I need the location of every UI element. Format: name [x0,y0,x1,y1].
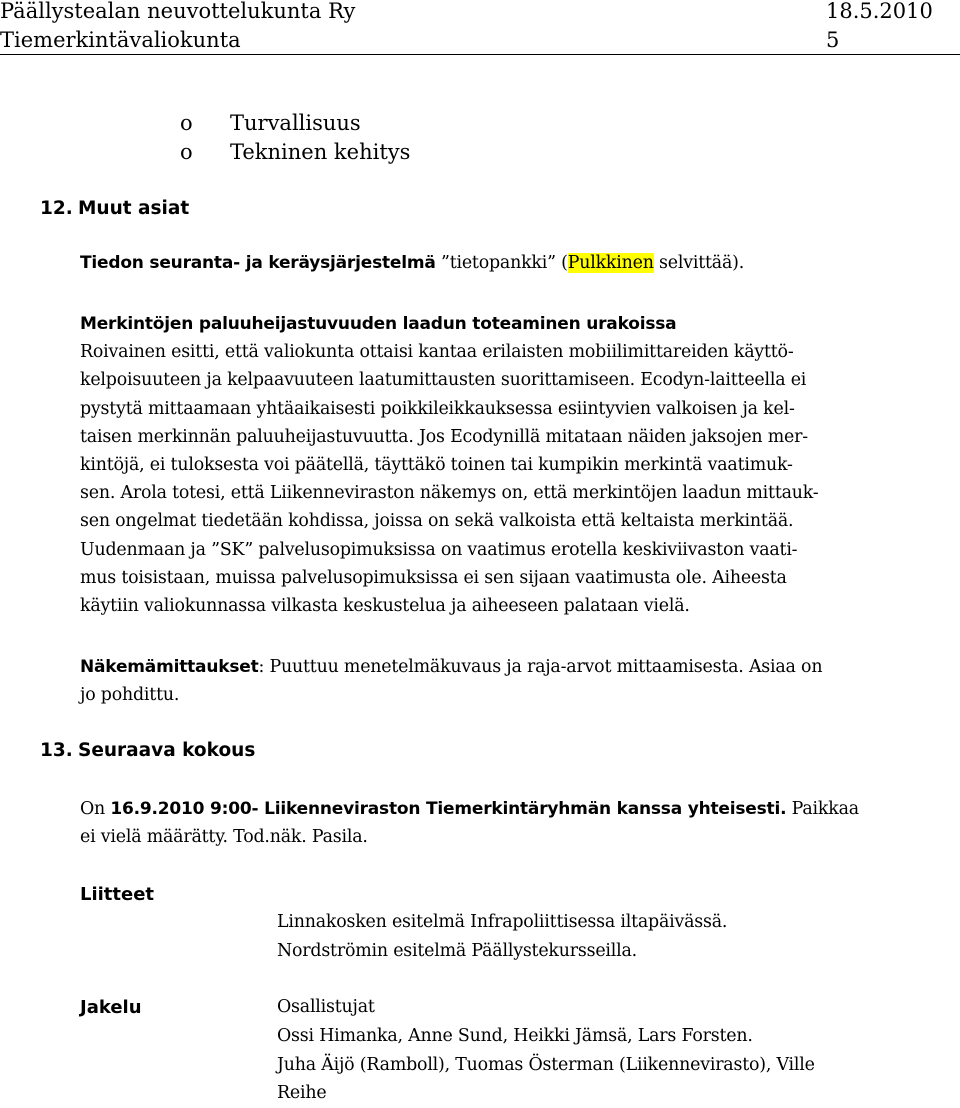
section-number: 13. [40,740,73,761]
text-line: Roivainen esitti, että valiokunta ottaisi kantaa erilaisten mobiilimittareiden käyttö- [80,342,794,363]
attachment-item: Linnakosken esitelmä Infrapoliittisessa iltapäivässä. [277,912,728,932]
bullet-text: Tekninen kehitys [230,140,411,164]
text-run: On [80,799,111,819]
distribution-line: Ossi Himanka, Anne Sund, Heikki Jämsä, Lars Forsten. [277,1026,753,1046]
bold-phrase: Tiedon seuranta- ja keräysjärjestelmä [80,253,436,273]
section-12-heading [40,197,189,221]
paragraph-next-meeting [80,795,950,851]
text-line: taisen merkinnän paluuheijastuvuutta. Jos Ecodynillä mitataan näiden jaksojen mer- [80,426,808,447]
text-run: Paikkaa [786,799,859,819]
bullet-marker: o [180,111,193,135]
header-committee: Tiemerkintävaliokunta [0,28,241,52]
paragraph-tietopankki [80,249,950,277]
text-line: käytiin valiokunnassa vilkasta keskustelua ja aiheeseen palataan vielä. [80,595,690,616]
section-title: Muut asiat [78,198,190,219]
section-number: 12. [40,198,73,219]
text-line: sen. Arola totesi, että Liikenneviraston näkemys on, että merkintöjen laadun mittauk- [80,483,819,504]
distribution-line: Reihe [277,1083,327,1103]
text-line: kelpoisuuteen ja kelpaavuuteen laatumittausten suorittamiseen. Ecodyn-laitteella ei [80,370,807,391]
bullet-item [180,140,410,164]
text-line: mus toisistaan, muissa palvelusopimuksissa ei sen sijaan vaatimusta ole. Aiheesta [80,567,787,588]
text-line: sen ongelmat tiedetään kohdissa, joissa on sekä valkoista että keltaista merkintää. [80,511,794,532]
header-page-number: 5 [826,28,840,52]
header-divider [0,54,960,55]
bullet-marker: o [180,140,193,164]
paragraph-nakemamittaukset [80,653,950,709]
text-run: selvittää). [653,253,745,273]
bold-phrase: 16.9.2010 9:00- Liikenneviraston Tiemerkintäryhmän kanssa yhteisesti. [110,799,787,819]
text-run: : Puuttuu menetelmäkuvaus ja raja-arvot mittaamisesta. Asiaa on [258,657,823,677]
header-date: 18.5.2010 [826,0,933,23]
subsection-heading: Merkintöjen paluuheijastuvuuden laadun toteaminen urakoissa [80,314,677,334]
text-run: ”tietopankki” ( [435,253,568,273]
section-13-heading [40,739,255,763]
attachment-item: Nordströmin esitelmä Päällystekursseilla. [277,941,638,961]
text-line: jo pohdittu. [80,685,180,706]
bullet-text: Turvallisuus [230,111,361,135]
distribution-line: Osallistujat [277,997,375,1017]
header-organization: Päällystealan neuvottelukunta Ry [0,0,356,23]
section-title: Seuraava kokous [78,740,256,761]
highlighted-name: Pulkkinen [567,253,654,273]
distribution-label: Jakelu [80,997,142,1018]
bold-phrase: Näkemämittaukset [80,657,259,677]
distribution-line: Juha Äijö (Ramboll), Tuomas Österman (Liikennevirasto), Ville [277,1055,815,1075]
text-line: Uudenmaan ja ”SK” palvelusopimuksissa on vaatimus erotella keskiviivaston vaati- [80,539,798,560]
text-line: ei vielä määrätty. Tod.näk. Pasila. [80,827,368,848]
text-line: kintöjä, ei tuloksesta voi päätellä, täyttäkö toinen tai kumpikin merkintä vaatimuk- [80,454,793,475]
bullet-item [180,111,361,135]
text-line: pystytä mittaamaan yhtäaikaisesti poikkileikkauksessa esiintyvien valkoisen ja kel- [80,398,795,419]
paragraph-paluuheijastuvuus [80,310,950,620]
attachments-label: Liitteet [80,884,155,905]
